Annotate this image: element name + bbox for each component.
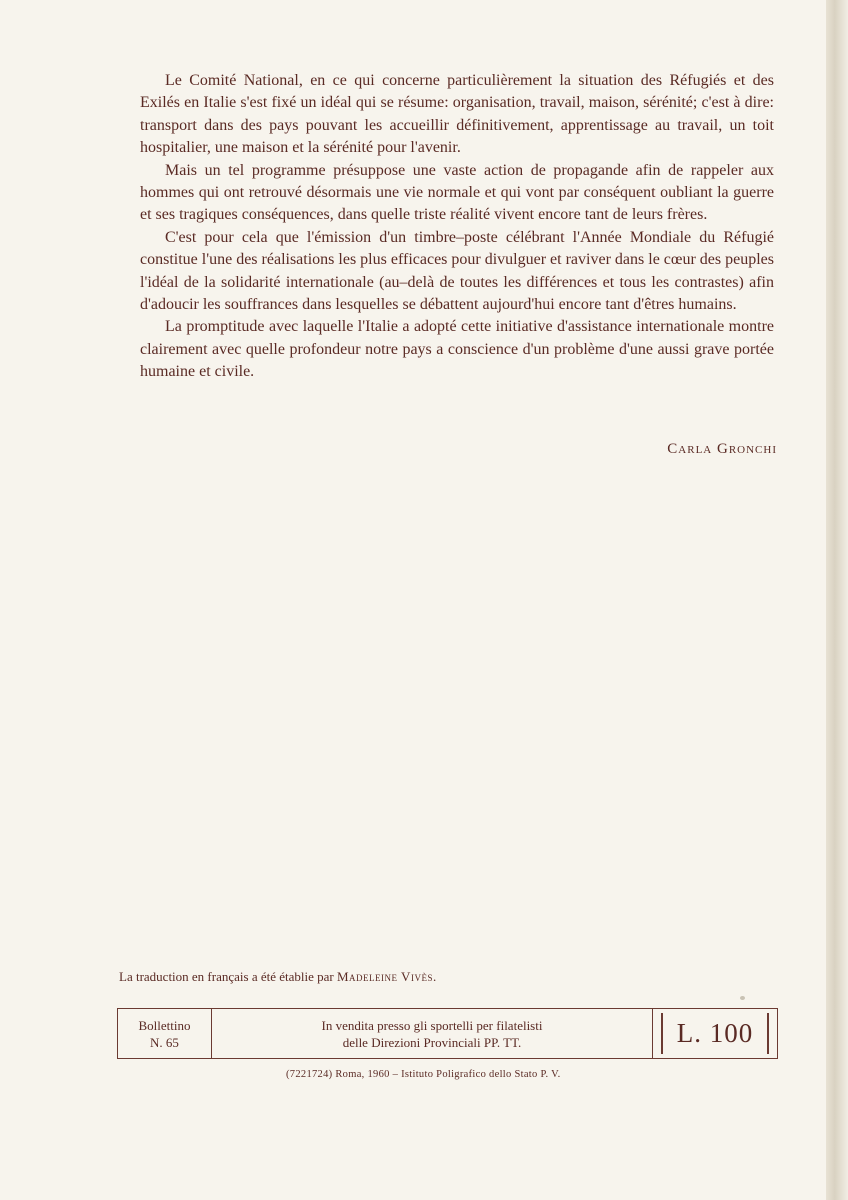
translator-name: Madeleine Vivès. (337, 969, 437, 984)
sale-line-1: In vendita presso gli sportelli per filatelisti (321, 1017, 543, 1033)
price-cell (653, 1009, 777, 1058)
paper-speck (740, 996, 745, 1000)
paragraph-3: C'est pour cela que l'émission d'un timbre–poste célébrant l'Année Mondiale du Réfugié constitue l'une des réalisations les plus efficaces pour divulguer et raviver dans le cœur des peuples l'idéal de la solidarité internationale (au–delà de toutes les différences et tous les contrastes) afin d'adoucir les souffrances dans lesquelles se débattent aujourd'hui encore tant d'êtres humains. (140, 228, 774, 314)
bulletin-number: N. 65 (150, 1034, 179, 1050)
translation-text: La traduction en français a été établie par (119, 969, 334, 984)
bulletin-label: Bollettino (138, 1017, 191, 1033)
bulletin-number-cell (118, 1009, 212, 1058)
paragraph-4: La promptitude avec laquelle l'Italie a adopté cette initiative d'assistance internationale montre clairement avec quelle profondeur notre pays a conscience d'un problème d'une aussi grave portée humaine et civile. (140, 318, 774, 381)
price-label: L. 100 (661, 1013, 770, 1054)
page-edge (826, 0, 848, 1200)
article-body (140, 70, 774, 384)
author-signature: Carla Gronchi (667, 441, 777, 457)
sale-info-cell (212, 1009, 653, 1058)
bulletin-footer-box (117, 1008, 778, 1059)
printer-imprint: (7221724) Roma, 1960 – Istituto Poligrafico dello Stato P. V. (286, 1069, 561, 1080)
paragraph-2: Mais un tel programme présuppose une vaste action de propagande afin de rappeler aux hommes qui ont retrouvé désormais une vie normale et qui vont par conséquent oubliant la guerre et ses tragiques conséquences, dans quelle triste réalité vivent encore tant de leurs frères. (140, 161, 774, 224)
translation-credit (119, 969, 437, 985)
sale-line-2: delle Direzioni Provinciali PP. TT. (342, 1034, 522, 1050)
paragraph-1: Le Comité National, en ce qui concerne particulièrement la situation des Réfugiés et des Exilés en Italie s'est fixé un idéal qui se résume: organisation, travail, maison, sérénité; c'est à dire: transport dans des pays pouvant les accueillir définitivement, apprentissage au travail, un toit hospitalier, une maison et la sérénité pour l'avenir. (140, 72, 774, 157)
